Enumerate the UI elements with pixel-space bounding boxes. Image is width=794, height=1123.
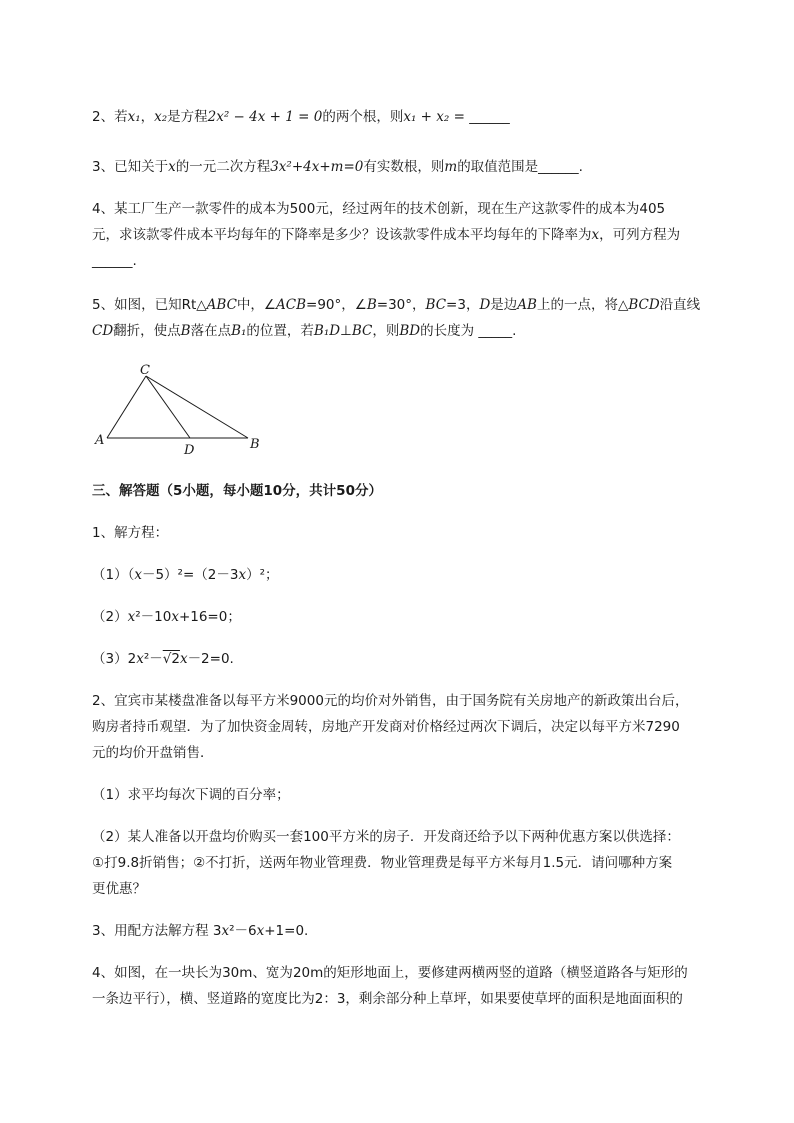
p1-s2-a: （2） [92, 609, 128, 625]
q3-text-c: 有实数根，则 [363, 159, 445, 175]
p1-s3-x2: x [179, 651, 188, 667]
q5-b1d: B₁D [313, 323, 341, 339]
q5-t-l: ⊥ [340, 323, 352, 339]
question-4-line-2 [92, 226, 680, 244]
p3-b: ²－6 [229, 923, 257, 939]
question-5-line-1 [92, 296, 700, 314]
q4-var-x: x [591, 227, 600, 243]
question-4-line-1: 4、某工厂生产一款零件的成本为500元，经过两年的技术创新，现在生产这款零件的成本为405 [92, 201, 666, 217]
q5-bc: BC [425, 297, 447, 313]
problem-4-line-2: 一条边平行），横、竖道路的宽度比为2：3，剩余部分种上草坪，如果要使草坪的面积是地面面积的 [92, 991, 683, 1007]
problem-4-line-1 [92, 964, 688, 982]
q2-blank: ______ [469, 109, 510, 125]
q5-t-o: 的长度为 _____. [420, 323, 517, 339]
problem-1-part-2 [92, 608, 241, 626]
q5-t-h: 沿直线 [659, 297, 701, 313]
question-4-line-3: ______. [92, 253, 137, 269]
label-d: D [184, 443, 195, 458]
p1-s3-c: ²－ [143, 651, 163, 667]
label-c: C [140, 363, 150, 378]
p3-c: +1=0. [264, 923, 309, 939]
p1-s3-sqrt2: √2 [162, 651, 180, 667]
question-2 [92, 108, 510, 126]
q5-abc: ABC [206, 297, 237, 313]
problem-3 [92, 922, 308, 940]
q5-t-g: 上的一点，将△ [536, 297, 629, 313]
problem-2-sub-2-line-2: ①打9.8折销售；②不打折，送两年物业管理费．物业管理费是每平方米每月1.5元．请问哪种方案 [92, 855, 673, 871]
q2-text: 是方程 [167, 109, 208, 125]
problem-2-sub-2-line-3: 更优惠？ [92, 881, 146, 897]
q4-text-b: ，可列方程为 [599, 227, 681, 243]
q4-text-a: 元，求该款零件成本平均每年的下降率是多少？设该款零件成本平均每年的下降率为 [92, 227, 592, 243]
q5-t-k: 的位置，若 [246, 323, 314, 339]
p4-width: 20m [292, 965, 324, 981]
p3-a: 3、用配方法解方程 3 [92, 923, 222, 939]
problem-2-line-3: 元的均价开盘销售． [92, 745, 214, 761]
q5-bcd: BCD [628, 297, 660, 313]
q3-text-a: 3、已知关于 [92, 159, 169, 175]
q5-t-d: =30°， [376, 297, 426, 313]
label-a: A [95, 433, 105, 448]
q3-text-d: 的取值范围是______. [457, 159, 583, 175]
q5-t-c: =90°，∠ [306, 297, 367, 313]
problem-1-part-1 [92, 566, 279, 584]
p3-x: x [221, 923, 230, 939]
q2-text-tail: 的两个根，则 [322, 109, 404, 125]
p1-s3-e: －2=0. [187, 651, 234, 667]
p1-s2-x: x [127, 609, 136, 625]
q5-t-b: 中，∠ [236, 297, 277, 313]
problem-2-line-1: 2、宜宾市某楼盘准备以每平方米9000元的均价对外销售，由于国务院有关房地产的新政策出台后， [92, 693, 689, 709]
p1-s1-x: x [134, 567, 142, 583]
q5-b: B [366, 297, 377, 313]
q5-t-e: =3， [446, 297, 480, 313]
q5-bc2: BC [351, 323, 373, 339]
p4-b: 、宽为 [252, 965, 293, 981]
q3-equation: 3x²+4x+m=0 [270, 159, 364, 175]
triangle-figure [90, 362, 270, 462]
p4-a: 4、如图，在一块长为 [92, 965, 223, 981]
q2-x1: x₁ [127, 109, 141, 125]
q5-cd: CD [92, 323, 114, 339]
p1-s3-x: x [136, 651, 144, 667]
segment-cb [146, 376, 248, 438]
problem-2-sub-2-line-1: （2）某人准备以开盘均价购买一套100平方米的房子．开发商还给予以下两种优惠方案以供选择： [92, 829, 680, 845]
q5-t-a: 5、如图，已知Rt△ [92, 297, 207, 313]
p1-s1-c: －5）²=（2－3 [141, 567, 239, 583]
q3-text-b: 的一元二次方程 [175, 159, 271, 175]
question-3 [92, 158, 583, 176]
q5-ab: AB [517, 297, 537, 313]
q2-sum: x₁ + x₂ = [403, 109, 465, 125]
q5-t-f: 是边 [490, 297, 518, 313]
q5-b2: B [180, 323, 191, 339]
problem-2-line-2: 购房者持币观望．为了加快资金周转，房地产开发商对价格经过两次下调后，决定以每平方米7290 [92, 719, 680, 735]
q5-acb: ACB [276, 297, 307, 313]
p3-x2: x [256, 923, 265, 939]
q3-var-x: x [168, 159, 176, 175]
q3-var-m: m [444, 159, 458, 175]
problem-1-title: 1、解方程： [92, 525, 169, 541]
p1-s2-x2: x [171, 609, 179, 625]
question-5-line-2 [92, 322, 516, 340]
p1-s2-e: +16=0； [178, 609, 241, 625]
q5-d: D [479, 297, 491, 313]
p1-s1-e: ）²； [246, 567, 279, 583]
q2-equation: 2x² − 4x + 1 = 0 [207, 109, 323, 125]
p1-s3-a: （3）2 [92, 651, 137, 667]
q5-bd: BD [399, 323, 421, 339]
q2-sep: ， [140, 109, 155, 125]
label-b: B [250, 437, 260, 452]
segment-cd [146, 376, 190, 438]
p4-length: 30m [222, 965, 253, 981]
segment-ac [107, 376, 146, 438]
q5-b1: B₁ [231, 323, 247, 339]
q5-t-i: 翻折，使点 [113, 323, 181, 339]
problem-1-part-3 [92, 650, 234, 668]
p4-c: 的矩形地面上，要修建两横两竖的道路（横竖道路各与矩形的 [323, 965, 688, 981]
p1-s1-x2: x [238, 567, 247, 583]
q2-number: 2、若 [92, 109, 128, 125]
p1-s2-c: ²－10 [135, 609, 172, 625]
problem-2-sub-1: （1）求平均每次下调的百分率； [92, 787, 290, 803]
section-3-heading: 三、解答题（5小题，每小题10分，共计50分） [92, 483, 382, 499]
q5-t-j: 落在点 [190, 323, 232, 339]
q5-t-n: ，则 [372, 323, 400, 339]
q2-x2: x₂ [154, 109, 168, 125]
p1-s1-a: （1）（ [92, 567, 135, 583]
